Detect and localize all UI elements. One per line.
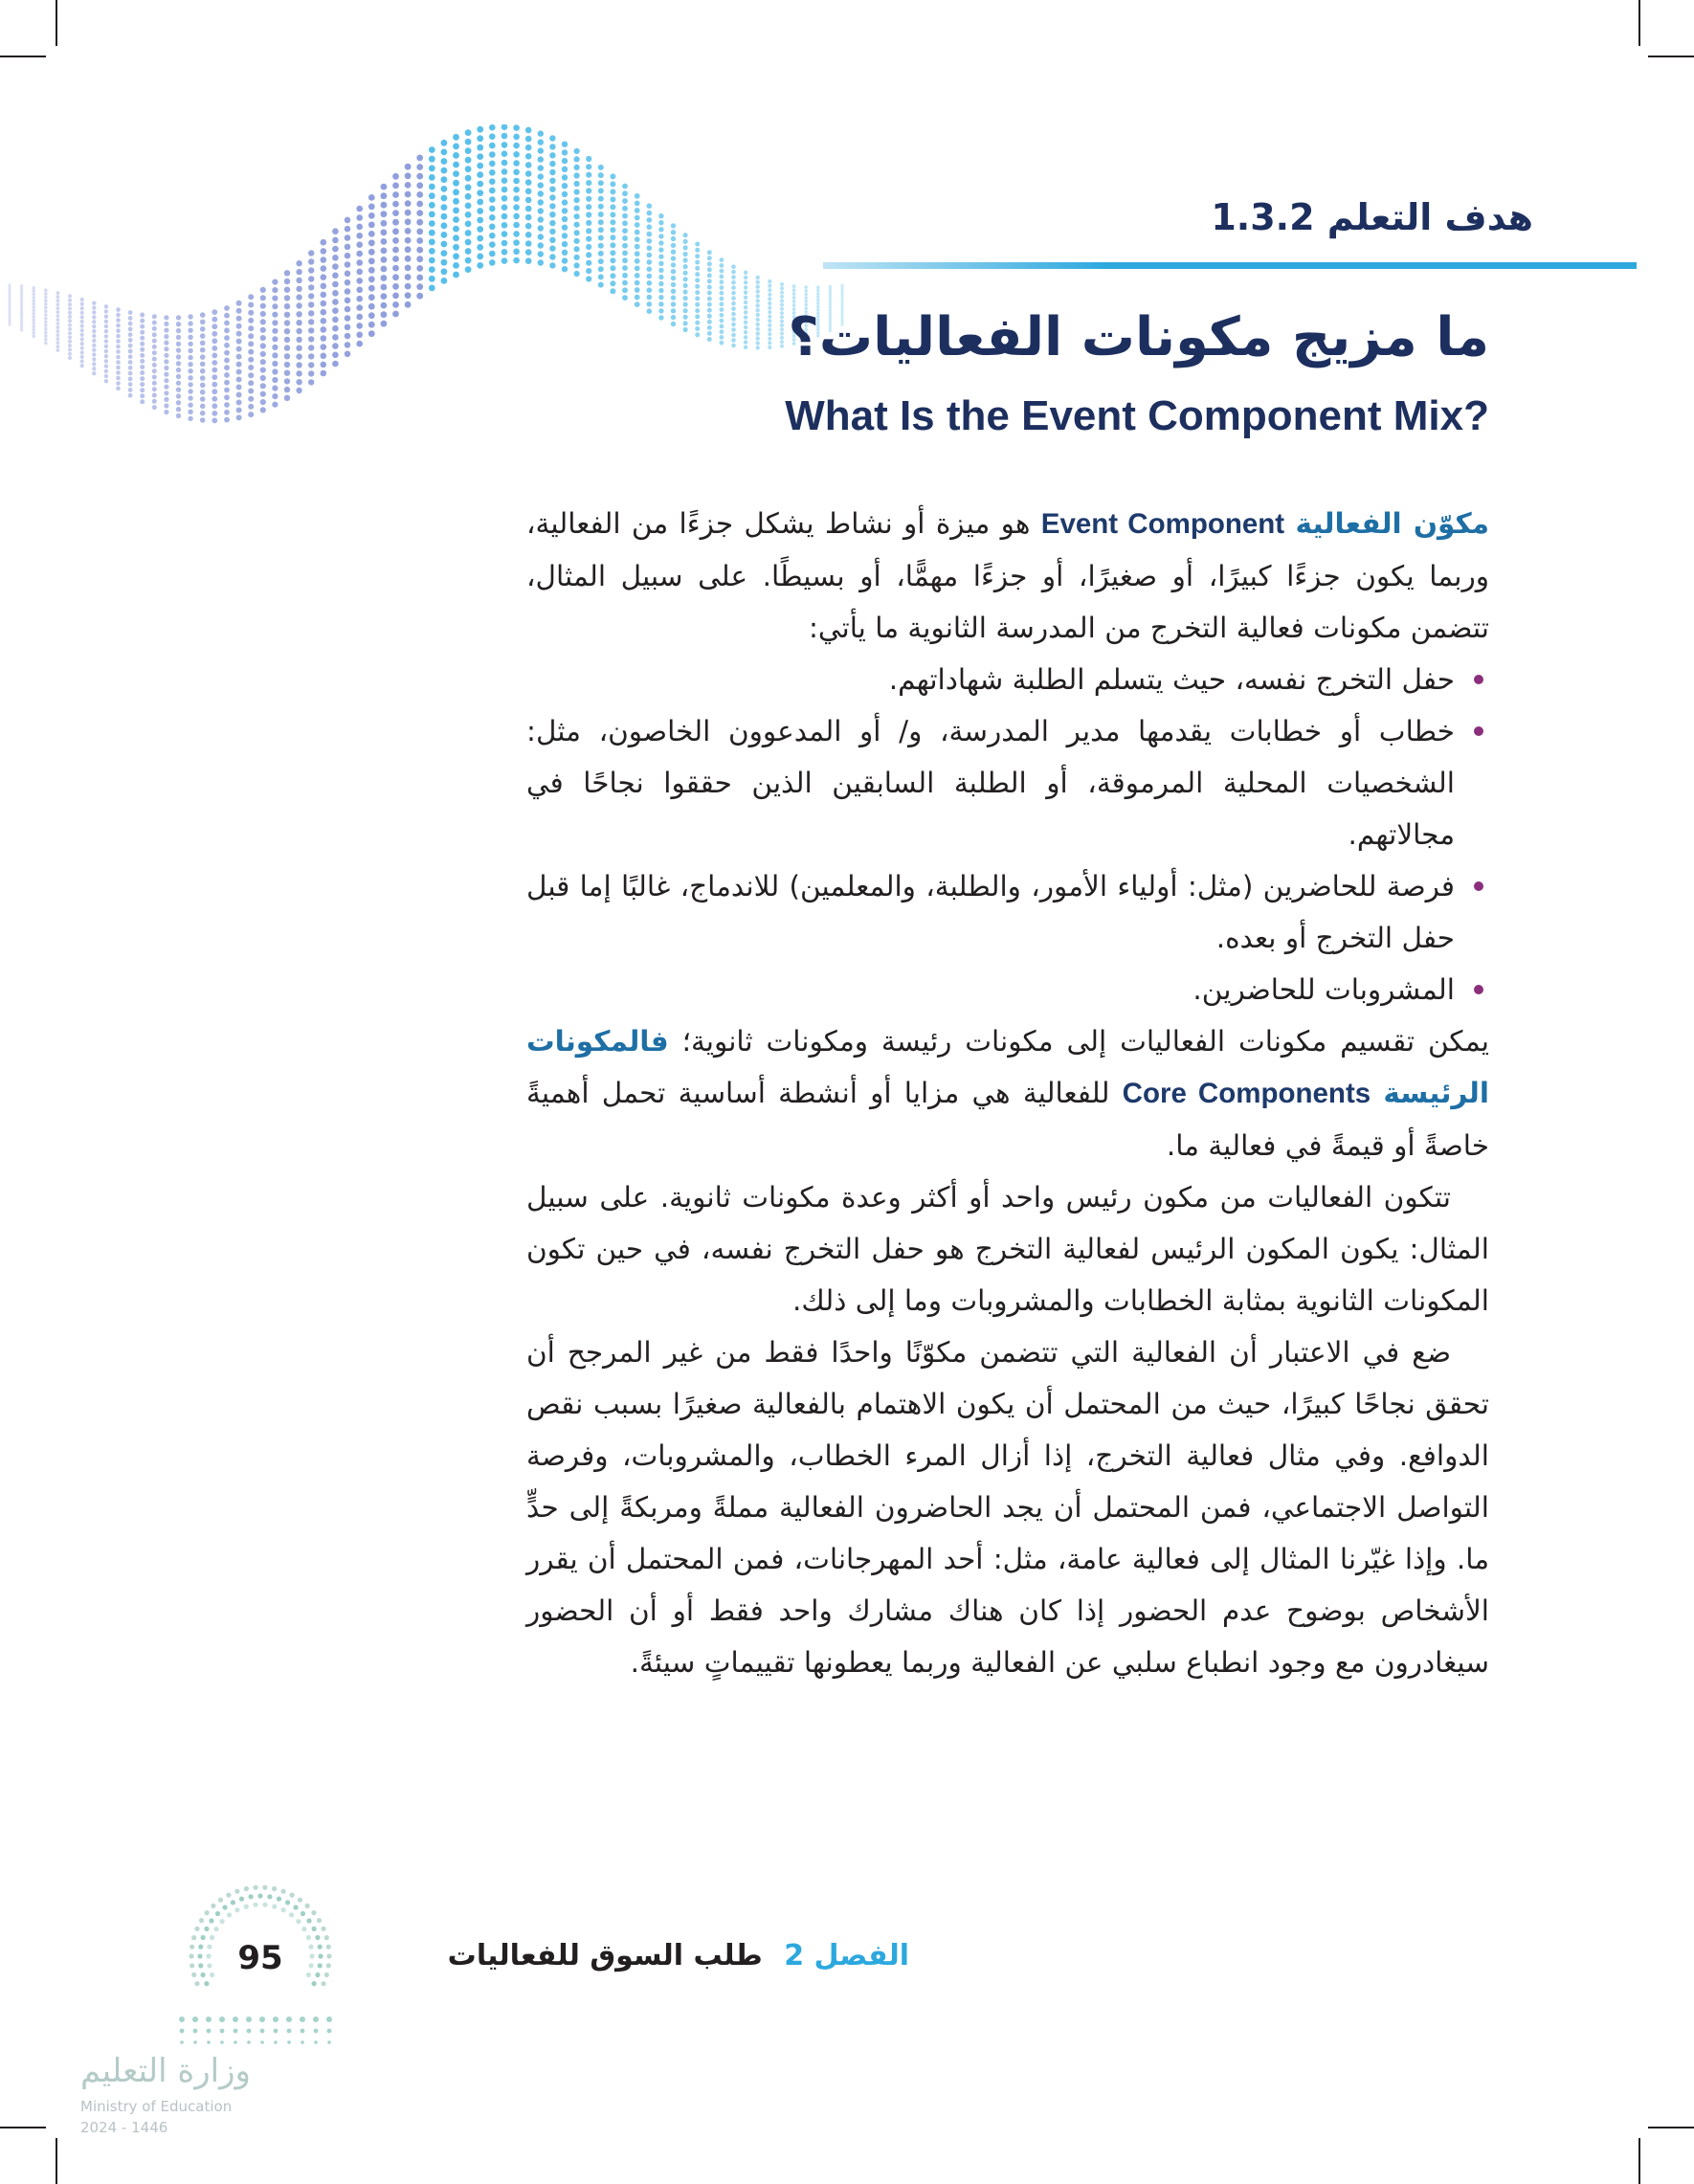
list-item-text: حفل التخرج نفسه، حيث يتسلم الطلبة شهاداتهم.: [888, 663, 1455, 696]
paragraph-core-components: [526, 1015, 1489, 1171]
decorative-wave: [0, 124, 861, 488]
paragraph-text: للفعالية هي مزايا أو أنشطة أساسية تحمل أهميةً خاصةً أو قيمةً في فعالية ما.: [526, 1077, 1489, 1162]
ministry-year: 2024 - 1446: [80, 2119, 168, 2136]
bullet-icon: [1474, 675, 1483, 684]
crop-mark: [1648, 56, 1694, 57]
crop-mark: [1638, 2138, 1640, 2184]
list-item-text: فرصة للحاضرين (مثل: أولياء الأمور، والطلبة، والمعلمين) للاندماج، غالبًا إما قبل حفل التخرج أو بعده.: [526, 870, 1455, 954]
list-item: [526, 860, 1489, 964]
paragraph-definition: [526, 498, 1489, 654]
footer-separator: [769, 1939, 778, 1972]
paragraph-text: يمكن تقسيم مكونات الفعاليات إلى مكونات رئيسة ومكونات ثانوية؛: [681, 1025, 1489, 1058]
header-divider: [823, 262, 1637, 269]
term-english: Core Components: [1122, 1078, 1371, 1109]
list-item-text: خطاب أو خطابات يقدمها مدير المدرسة، و/ أو المدعوون الخاصون، مثل: الشخصيات المحلية المرموقة، أو الطلبة السابقين الذين حققوا نجاحًا في مجالاتهم.: [526, 715, 1455, 851]
chapter-label: الفصل 2: [784, 1939, 909, 1972]
list-item-text: المشروبات للحاضرين.: [1192, 973, 1455, 1006]
ministry-name-english: Ministry of Education: [80, 2098, 233, 2115]
list-item: [526, 654, 1489, 705]
paragraph-text: هو ميزة أو نشاط يشكل جزءًا من الفعالية، وربما يكون جزءًا كبيرًا، أو صغيرًا، أو جزءًا مهمًّا، أو بسيطًا. على سبيل المثال، تتضمن مكونات فعالية التخرج من المدرسة الثانوية ما يأتي:: [526, 507, 1489, 644]
paragraph-consideration: ضع في الاعتبار أن الفعالية التي تتضمن مكوّنًا واحدًا فقط من غير المرجح أن تحقق نجاحًا كبيرًا، حيث من المحتمل أن يكون الاهتمام بالفعالية صغيرًا بسبب نقص الدوافع. وفي مثال فعالية التخرج، إذا أزال المرء الخطاب، والمشروبات، وفرصة التواصل الاجتماعي، فمن المحتمل أن يجد الحاضرون الفعالية مملةً ومربكةً إلى حدٍّ ما. وإذا غيّرنا المثال إلى فعالية عامة، مثل: أحد المهرجانات، فمن المحتمل أن يقرر الأشخاص بوضوح عدم الحضور إذا كان هناك مشارك واحد فقط أو أن الحضور سيغادرون مع وجود انطباع سلبي عن الفعالية وربما يعطونها تقييماتٍ سيئةً.: [526, 1336, 1489, 1679]
page-number: 95: [237, 1939, 283, 1977]
term-arabic: مكوّن الفعالية: [1295, 507, 1489, 540]
bullet-icon: [1474, 881, 1483, 891]
crop-mark: [0, 56, 46, 57]
list-item: [526, 705, 1489, 860]
crop-mark: [0, 2127, 46, 2128]
list-item: [526, 964, 1489, 1015]
bullet-list: [526, 654, 1489, 1015]
chapter-footer: [448, 1939, 909, 1972]
term-english: Event Component: [1040, 508, 1285, 540]
ministry-name-arabic: وزارة التعليم: [80, 2052, 251, 2090]
crop-mark: [56, 2138, 57, 2184]
crop-mark: [1648, 2127, 1694, 2128]
page-title-english: What Is the Event Component Mix?: [785, 392, 1489, 439]
bullet-icon: [1474, 726, 1483, 736]
chapter-title: طلب السوق للفعاليات: [447, 1939, 763, 1972]
bullet-icon: [1474, 985, 1483, 994]
learning-goal-heading: هدف التعلم 1.3.2: [1211, 196, 1533, 238]
page-title-arabic: ما مزيج مكونات الفعاليات؟: [788, 306, 1489, 368]
crop-mark: [56, 0, 57, 46]
term-arabic: فالمكونات الرئيسة: [526, 1025, 1489, 1109]
paragraph-example: تتكون الفعاليات من مكون رئيس واحد أو أكثر وعدة مكونات ثانوية. على سبيل المثال: يكون المكون الرئيس لفعالية التخرج هو حفل التخرج نفسه، في حين تكون المكونات الثانوية بمثابة الخطابات والمشروبات وما إلى ذلك.: [526, 1181, 1489, 1317]
crop-mark: [1638, 0, 1640, 46]
body-text: [526, 498, 1489, 1688]
